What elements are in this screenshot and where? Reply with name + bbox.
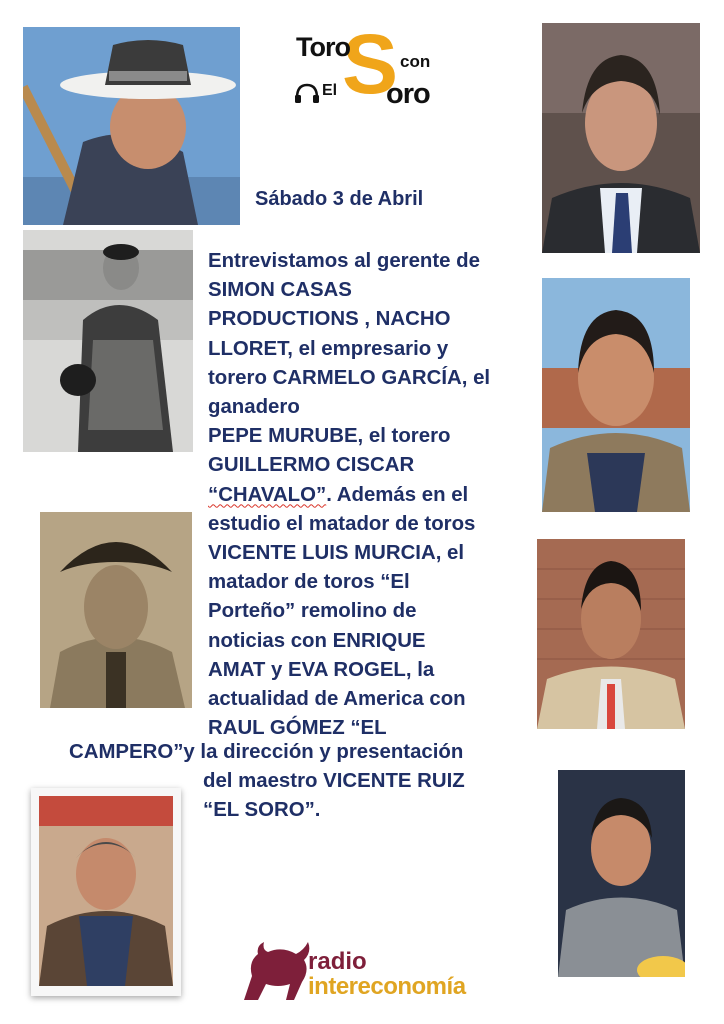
- chavalo-word: “CHAVALO”: [208, 483, 327, 506]
- program-date: Sábado 3 de Abril: [255, 188, 424, 210]
- description-line: actualidad de America con: [208, 688, 466, 711]
- intereconomia-text: intereconomía: [308, 973, 466, 1000]
- description-line: PRODUCTIONS , NACHO: [208, 308, 451, 331]
- logo-oro-text: oro: [386, 78, 430, 110]
- description-line: torero CARMELO GARCÍA, el: [208, 366, 491, 389]
- description-line: GUILLERMO CISCAR: [208, 454, 415, 477]
- description-line: SIMON CASAS: [208, 279, 352, 302]
- photo-man-suit-blue-tie: [542, 23, 700, 253]
- logo-con-text: con: [400, 52, 431, 71]
- description-line: Porteño” remolino de: [208, 600, 417, 623]
- logo-big-s: S: [342, 17, 399, 111]
- chavalo-rest: . Además en el: [326, 483, 469, 506]
- description-line: Entrevistamos al gerente de: [208, 250, 480, 272]
- description-line-campero: CAMPERO”y la dirección y presentación: [69, 741, 464, 763]
- description-line: matador de toros “El: [208, 571, 410, 594]
- photo-man-radio-studio: [558, 770, 685, 977]
- photo-vintage-torero-bw: [23, 230, 193, 452]
- headphones-icon: [294, 82, 320, 104]
- description-line: estudio el matador de toros: [208, 512, 476, 535]
- photo-man-sweater-plaza: [542, 278, 690, 512]
- bull-icon: [238, 940, 316, 1002]
- description-line: PEPE MURUBE, el torero: [208, 425, 451, 448]
- radio-text: radio: [308, 948, 367, 975]
- program-description: [208, 247, 528, 743]
- logo-el-text: El: [322, 82, 338, 99]
- description-line: noticias con ENRIQUE: [208, 629, 426, 652]
- description-line-maestro: del maestro VICENTE RUIZ: [203, 770, 465, 792]
- photo-torero-brick-wall: [537, 539, 685, 729]
- description-line: RAUL GÓMEZ “EL: [208, 717, 387, 740]
- photo-framed-man-scarf: [31, 788, 181, 996]
- photo-cordobes-hat-man: [23, 27, 240, 225]
- photo-sepia-torero: [40, 512, 192, 708]
- description-line-el-soro: “EL SORO”.: [203, 799, 321, 821]
- description-line: LLORET, el empresario y: [208, 337, 449, 360]
- logo-toro-text: Toro: [296, 32, 350, 62]
- description-line: ganadero: [208, 396, 300, 419]
- toros-con-el-soro-logo: [292, 17, 442, 114]
- description-line-chavalo: [208, 481, 528, 510]
- radio-intereconomia-logo: [238, 940, 498, 1004]
- description-line: VICENTE LUIS MURCIA, el: [208, 542, 465, 565]
- description-line: AMAT y EVA ROGEL, la: [208, 658, 435, 681]
